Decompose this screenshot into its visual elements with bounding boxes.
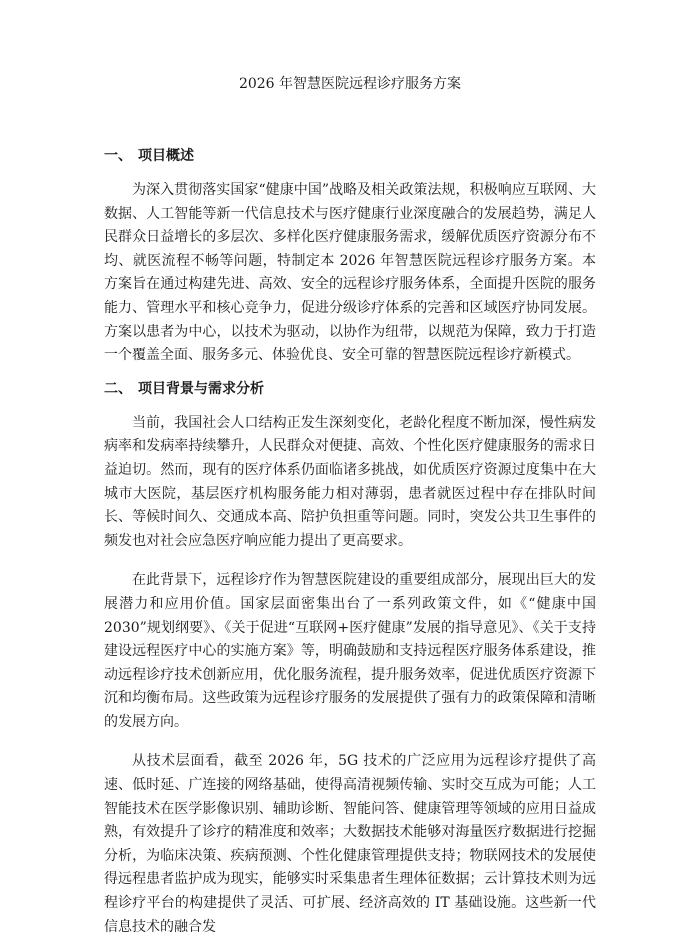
- section-number: 二、: [104, 380, 132, 397]
- paragraph-overview: 为深入贯彻落实国家“健康中国”战略及相关政策法规，积极响应互联网、大数据、人工智能等新一代信息技术与医疗健康行业深度融合的发展趋势，满足人民群众日益增长的多层次、多样化医疗健康服务需求，缓解优质医疗资源分布不均、就医流程不畅等问题，特制定本 2026 年智慧医院远程诊疗服务方案。本方案旨在通过构建先进、高效、安全的远程诊疗服务体系，全面提升医院的服务能力、管理水平和核心竞争力，促进分级诊疗体系的完善和区域医疗协同发展。方案以患者为中心，以技术为驱动，以协作为纽带，以规范为保障，致力于打造一个覆盖全面、服务多元、体验优良、安全可靠的智慧医院远程诊疗新模式。: [104, 182, 596, 364]
- document-title: 2026 年智慧医院远程诊疗服务方案: [238, 76, 462, 92]
- paragraph-background-1: 当前，我国社会人口结构正发生深刻变化，老龄化程度不断加深，慢性病发病率和发病率持续攀升，人民群众对便捷、高效、个性化医疗健康服务的需求日益迫切。然而，现有的医疗体系仍面临诸多挑战，如优质医疗资源过度集中在大城市大医院，基层医疗机构服务能力相对薄弱，患者就医过程中存在排队时间长、等候时间久、交通成本高、陪护负担重等问题。同时，突发公共卫生事件的频发也对社会应急医疗响应能力提出了更高要求。: [104, 414, 596, 549]
- section-heading-background: [104, 379, 596, 399]
- paragraph-background-2: 在此背景下，远程诊疗作为智慧医院建设的重要组成部分，展现出巨大的发展潜力和应用价值。国家层面密集出台了一系列政策文件，如《“健康中国 2030”规划纲要》、《关于促进“互联网+医疗健康”发展的指导意见》、《关于支持建设远程医疗中心的实施方案》等，明确鼓励和支持远程医疗服务体系建设，推动远程诊疗技术创新应用，优化服务流程，提升服务效率，促进优质医疗资源下沉和均衡布局。这些政策为远程诊疗服务的发展提供了强有力的政策保障和清晰的发展方向。: [104, 572, 596, 730]
- section-title: 项目概述: [138, 148, 194, 164]
- section-number: 一、: [104, 148, 132, 164]
- section-title: 项目背景与需求分析: [138, 380, 264, 397]
- section-heading-overview: [104, 146, 596, 166]
- paragraph-background-3: 从技术层面看，截至 2026 年，5G 技术的广泛应用为远程诊疗提供了高速、低时延、广连接的网络基础，使得高清视频传输、实时交互成为可能；人工智能技术在医学影像识别、辅助诊断、智能问答、健康管理等领域的应用日益成熟，有效提升了诊疗的精准度和效率；大数据技术能够对海量医疗数据进行挖掘分析，为临床决策、疾病预测、个性化健康管理提供支持；物联网技术的发展使得远程患者监护成为现实，能够实时采集患者生理体征数据；云计算技术则为远程诊疗平台的构建提供了灵活、可扩展、经济高效的 IT 基础设施。这些新一代信息技术的融合发: [104, 753, 596, 935]
